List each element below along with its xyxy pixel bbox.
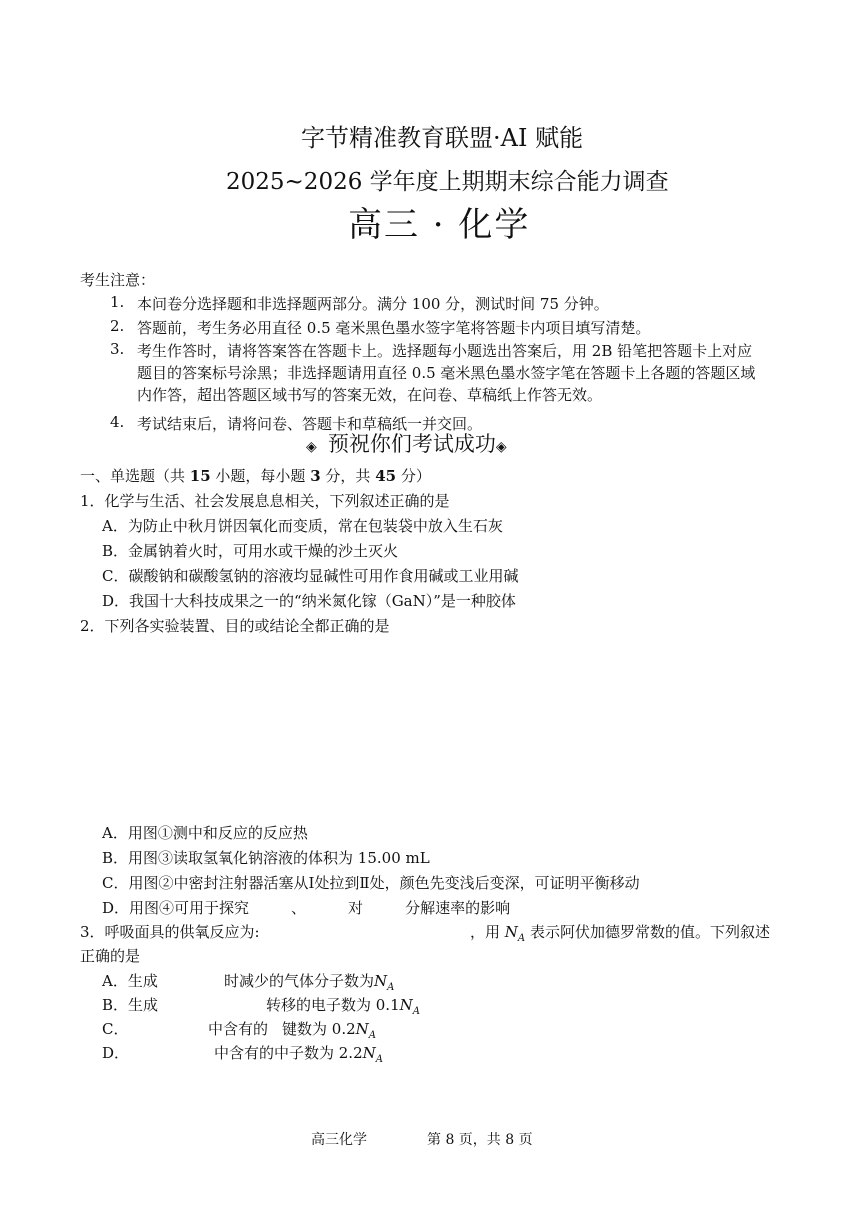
notice-item-1-text: 本问卷分选择题和非选择题两部分。满分 100 分，测试时间 75 分钟。 bbox=[137, 295, 609, 313]
question-2-stem: 2．下列各实验装置、目的或结论全都正确的是 bbox=[80, 617, 390, 635]
notice-item-2-num: 2. bbox=[110, 317, 125, 335]
q3-na-symbol: N bbox=[504, 923, 518, 941]
question-3-stem-part-a: 3．呼吸面具的供氧反应为: bbox=[80, 923, 260, 941]
q3-a-text: 时减少的气体分子数为 bbox=[224, 972, 375, 990]
notice-item-4-num: 4. bbox=[110, 413, 125, 431]
q3-stem-c: 表示阿伏加德罗常数的值。下列叙述 bbox=[529, 923, 770, 941]
section-points-each: 3 bbox=[310, 467, 321, 485]
notice-item-3-line-3: 内作答，超出答题区域书写的答案无效，在问卷、草稿纸上作答无效。 bbox=[137, 386, 603, 404]
q3-b-na: N bbox=[399, 996, 413, 1014]
question-1-option-b: B．金属钠着火时，可用水或干燥的沙土灭火 bbox=[102, 542, 399, 560]
question-3-option-c-lead: C． bbox=[102, 1020, 129, 1038]
subject-title: 高三 · 化学 bbox=[348, 205, 531, 245]
question-2-option-d bbox=[102, 897, 510, 918]
q2-d-part-4: 分解速率的影响 bbox=[405, 899, 511, 917]
question-3-option-d-lead: D． bbox=[102, 1044, 130, 1062]
section-mid2: 分，共 bbox=[320, 467, 376, 485]
question-2-option-b: B．用图③读取氢氧化钠溶液的体积为 15.00 mL bbox=[102, 849, 430, 867]
question-1-option-d: D．我国十大科技成果之一的“纳米氮化镓（GaN）”是一种胶体 bbox=[102, 592, 516, 610]
blessing-line bbox=[306, 428, 507, 458]
question-3-stem-part-d: 正确的是 bbox=[80, 947, 141, 965]
notice-item-3-line-1: 考生作答时，请将答案答在答题卡上。选择题每小题选出答案后，用 2B 铅笔把答题卡上对应 bbox=[137, 342, 753, 360]
question-2-figure-area bbox=[80, 640, 780, 815]
section-total: 45 bbox=[375, 467, 397, 485]
q3-d-na-sub: A bbox=[375, 1054, 383, 1065]
question-3-option-a-lead: A．生成 bbox=[102, 972, 158, 990]
notice-item-3-num: 3. bbox=[110, 340, 125, 358]
notice-item-3-line-2: 题目的答案标号涂黑；非选择题请用直径 0.5 毫米黑色墨水签字笔在答题卡上各题的答题区域 bbox=[137, 364, 756, 382]
question-2-option-c: C．用图②中密封注射器活塞从Ⅰ处拉到Ⅱ处，颜色先变浅后变深，可证明平衡移动 bbox=[102, 874, 640, 892]
question-3-stem-part-b bbox=[470, 921, 770, 944]
q3-c-text-2: 键数为 0.2 bbox=[282, 1020, 356, 1038]
q3-b-text: 转移的电子数为 0.1 bbox=[266, 996, 400, 1014]
question-1-stem: 1．化学与生活、社会发展息息相关，下列叙述正确的是 bbox=[80, 492, 450, 510]
alliance-title: 字节精准教育联盟·AI 赋能 bbox=[301, 124, 584, 152]
blessing-text: 预祝你们考试成功 bbox=[327, 432, 496, 456]
survey-title: 2025~2026 学年度上期期末综合能力调查 bbox=[226, 169, 669, 195]
q3-b-na-sub: A bbox=[412, 1006, 420, 1017]
notice-item-1-num: 1. bbox=[110, 293, 125, 311]
q3-c-na-sub: A bbox=[368, 1030, 376, 1041]
footer-page-number: 第 8 页，共 8 页 bbox=[427, 1132, 533, 1148]
question-3-option-b-tail bbox=[266, 994, 420, 1017]
diamond-icon: ◈ bbox=[495, 439, 507, 455]
notice-item-4-text: 考试结束后，请将问卷、答题卡和草稿纸一并交回。 bbox=[137, 415, 483, 433]
question-3-option-d-tail bbox=[214, 1042, 383, 1065]
question-3-option-c-tail bbox=[208, 1018, 376, 1041]
q3-c-text-1: 中含有的 bbox=[208, 1020, 269, 1038]
section-mid1: 小题，每小题 bbox=[210, 467, 311, 485]
question-2-option-a: A．用图①测中和反应的反应热 bbox=[102, 824, 308, 842]
q3-a-na: N bbox=[374, 972, 388, 990]
question-1-option-a: A．为防止中秋月饼因氧化而变质，常在包装袋中放入生石灰 bbox=[102, 517, 503, 535]
q2-d-part-1: D．用图④可用于探究 bbox=[102, 899, 250, 917]
q2-d-part-2: 、 bbox=[291, 899, 307, 917]
q3-stem-b: ，用 bbox=[470, 923, 501, 941]
question-3-option-a-tail bbox=[224, 970, 394, 993]
notice-item-2-text: 答题前，考生务必用直径 0.5 毫米黑色墨水签字笔将答题卡内项目填写清楚。 bbox=[137, 319, 651, 337]
q3-c-na: N bbox=[355, 1020, 369, 1038]
question-3-option-b-lead: B．生成 bbox=[102, 996, 159, 1014]
notice-label: 考生注意： bbox=[80, 271, 156, 289]
diamond-icon: ◈ bbox=[306, 439, 317, 455]
q3-na-sub: A bbox=[517, 933, 526, 944]
q3-d-text: 中含有的中子数为 2.2 bbox=[214, 1044, 363, 1062]
q3-d-na: N bbox=[362, 1044, 376, 1062]
q2-d-part-3: 对 bbox=[348, 899, 364, 917]
section-prefix: 一、单选题（共 bbox=[80, 467, 190, 485]
section-suffix: 分） bbox=[396, 467, 431, 485]
section-heading bbox=[80, 465, 431, 486]
footer-subject: 高三化学 bbox=[311, 1132, 367, 1148]
q3-a-na-sub: A bbox=[387, 982, 395, 993]
question-1-option-c: C．碳酸钠和碳酸氢钠的溶液均显碱性可用作食用碱或工业用碱 bbox=[102, 567, 519, 585]
section-count: 15 bbox=[189, 467, 211, 485]
